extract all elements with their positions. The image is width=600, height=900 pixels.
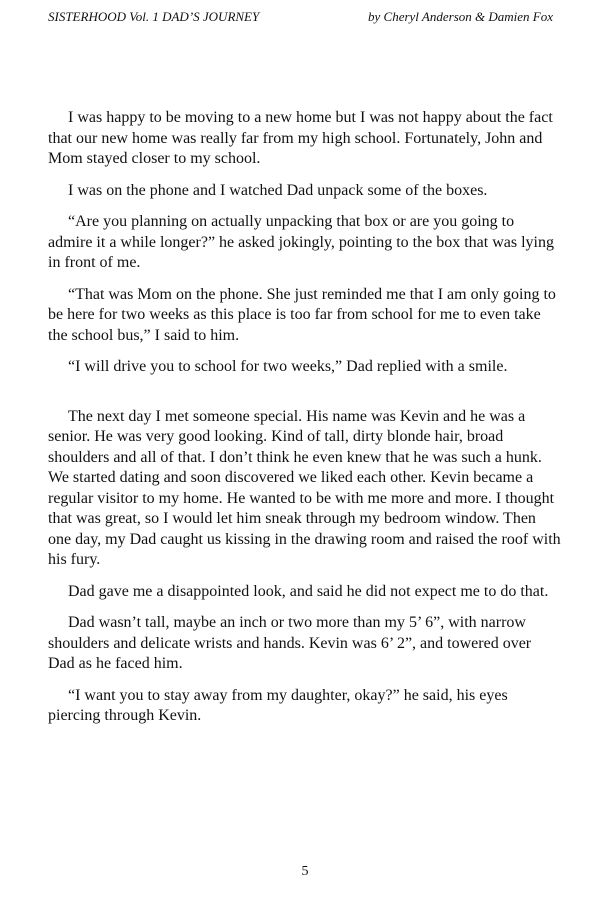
- paragraph: Dad wasn’t tall, maybe an inch or two more than my 5’ 6”, with narrow shoulders and delicate wrists and hands. Kevin was 6’ 2”, and towered over Dad as he faced him.: [48, 614, 532, 672]
- body-text: [48, 108, 561, 738]
- page-number: 5: [301, 864, 309, 879]
- paragraph: “I want you to stay away from my daughter, okay?” he said, his eyes piercing through Kevin.: [48, 686, 508, 724]
- paragraph: The next day I met someone special. His name was Kevin and he was a senior. He was very good looking. Kind of tall, dirty blonde hair, broad shoulders and all of that. I don’t think he even knew that he was such a hunk. We started dating and soon discovered we liked each other. Kevin became a regular visitor to my home. He wanted to be with me more and more. I thought that was great, so I would let him sneak through my bedroom window. Then one day, my Dad caught us kissing in the drawing room and raised the roof with his fury.: [48, 407, 561, 568]
- paragraph: I was on the phone and I watched Dad unpack some of the boxes.: [68, 181, 488, 199]
- paragraph: “I will drive you to school for two weeks,” Dad replied with a smile.: [68, 358, 508, 375]
- header-title: SISTERHOOD Vol. 1 DAD’S JOURNEY: [48, 9, 260, 24]
- paragraph: Dad gave me a disappointed look, and said he did not expect me to do that.: [68, 582, 549, 600]
- paragraph: “Are you planning on actually unpacking that box or are you going to admire it a while longer?” he asked jokingly, pointing to the box that was lying in front of me.: [48, 213, 554, 271]
- header-authors: by Cheryl Anderson & Damien Fox: [368, 9, 553, 24]
- paragraph: I was happy to be moving to a new home but I was not happy about the fact that our new home was really far from my high school. Fortunately, John and Mom stayed closer to my school.: [48, 109, 553, 167]
- paragraph: “That was Mom on the phone. She just reminded me that I am only going to be here for two weeks as this place is too far from school for me to even take the school bus,” I said to him.: [48, 285, 556, 344]
